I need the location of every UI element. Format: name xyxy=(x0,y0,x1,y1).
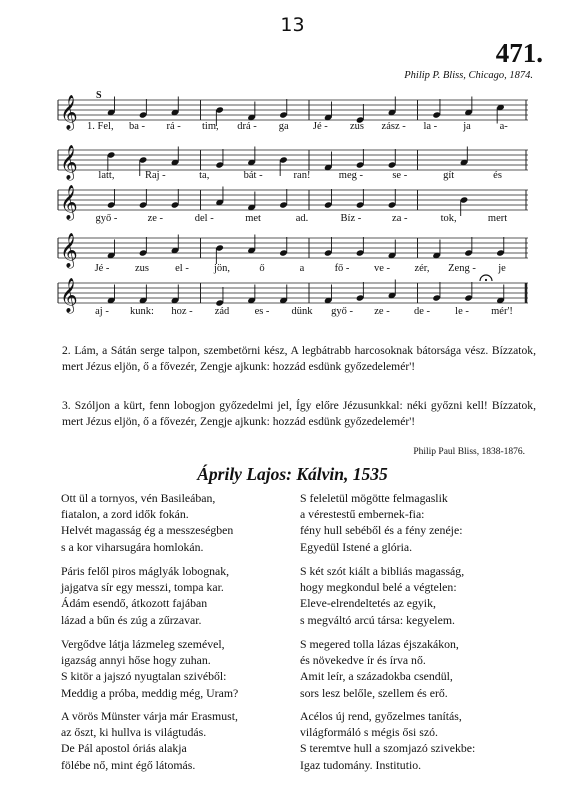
poem-line: Acélos új rend, győzelmes tanítás, xyxy=(300,709,462,723)
note-head xyxy=(464,237,473,257)
poem-line: S feleletül mögötte felmagaslik xyxy=(300,491,448,505)
poem-line: Amit leír, a századokba csendül, xyxy=(300,669,453,684)
lyric-syllable: ő xyxy=(259,263,265,274)
lyric-syllable: je xyxy=(498,263,506,274)
staff-lines xyxy=(58,150,528,170)
poem-line: az őszt, ki hullva is világtudás. xyxy=(61,725,207,740)
lyric-syllable: del - xyxy=(194,213,214,224)
hymn-number: 471. xyxy=(495,38,543,68)
lyric-syllable: Bíz - xyxy=(340,213,362,224)
poem-line: Páris felől piros máglyák lobognak, xyxy=(61,564,230,578)
note-head xyxy=(324,152,333,172)
lyric-syllable: Zeng - xyxy=(448,263,476,274)
note-head xyxy=(460,196,469,216)
note-head xyxy=(247,102,256,122)
staff-lines xyxy=(58,238,528,258)
note-head xyxy=(356,282,365,302)
note-head xyxy=(171,189,180,209)
poem-line: a vérestestű embernek-fia: xyxy=(300,507,425,522)
lyric-syllable: latt, xyxy=(98,170,115,181)
lyric-syllable: za - xyxy=(392,213,408,224)
note-head xyxy=(247,285,256,305)
note-head xyxy=(171,285,180,305)
note-head xyxy=(247,192,256,212)
poem-line: Igaz tudomány. Institutio. xyxy=(300,757,422,772)
poem-line: S kitör a jajszó nyugtalan szivéből: xyxy=(61,669,227,684)
poem-line: hogy megkondul belé a végtelen: xyxy=(300,580,457,595)
author-credit: Philip Paul Bliss, 1838-1876. xyxy=(413,447,525,457)
poem-line: fölébe nő, mint égő látomás. xyxy=(61,757,196,772)
lyric-syllable: dünk xyxy=(291,306,313,317)
left-stanza-3 xyxy=(61,636,238,701)
lyric-syllable: tim, xyxy=(202,121,219,132)
poem-line: Helvét magasság ég a messzeségben xyxy=(61,523,234,538)
note-head xyxy=(356,189,365,209)
music-staff-3 xyxy=(58,180,528,224)
poem-line: sors lesz belőle, szellem és erő. xyxy=(300,685,448,700)
note-head xyxy=(356,149,365,169)
lyric-syllable: meg - xyxy=(338,170,363,181)
treble-clef-icon: 𝄞 xyxy=(60,233,78,268)
treble-clef-icon: 𝄞 xyxy=(60,278,78,313)
left-stanza-4 xyxy=(61,708,238,773)
lyric-syllable: de - xyxy=(413,306,431,317)
lyric-syllable: mert xyxy=(487,213,508,224)
lyric-syllable: és xyxy=(493,170,502,181)
lyric-syllable: zus xyxy=(350,121,364,132)
lyric-syllable: le - xyxy=(455,306,469,317)
note-head xyxy=(215,287,224,307)
lyric-syllable: se - xyxy=(392,170,408,181)
lyric-syllable: drá - xyxy=(237,121,257,132)
poem-line: Ádám esendő, átkozott fajában xyxy=(61,596,208,611)
lyric-syllable: a xyxy=(299,263,305,274)
right-stanza-4 xyxy=(300,708,475,773)
note-head xyxy=(247,235,256,255)
poem-line: De Pál apostol óriás alakja xyxy=(61,741,187,756)
left-stanza-1 xyxy=(61,490,233,555)
staff-lines xyxy=(58,190,528,210)
poem-line: jajgatva sír egy messzi, tompa kar. xyxy=(61,580,224,595)
note-head xyxy=(107,151,116,171)
note-head xyxy=(460,147,469,167)
lyric-syllable: ga xyxy=(278,121,289,132)
poem-line: Eleve-elrendeltetés az egyik, xyxy=(300,596,436,611)
poem-line: S teremtve hull a szomjazó szivekbe: xyxy=(300,741,476,756)
lyric-syllable: es - xyxy=(254,306,270,317)
lyric-syllable: ze - xyxy=(374,306,390,317)
note-head xyxy=(496,237,505,257)
note-head xyxy=(279,189,288,209)
note-head xyxy=(388,189,397,209)
lyric-syllable: győ - xyxy=(331,306,353,317)
lyric-syllable: bát - xyxy=(243,170,263,181)
note-head xyxy=(464,282,473,302)
right-stanza-1 xyxy=(300,490,462,555)
lyric-syllable: met xyxy=(245,213,261,224)
lyric-syllable: zér, xyxy=(414,263,430,274)
lyric-syllable: Raj - xyxy=(144,170,166,181)
poem-line: s megváltó arcú társa: kegyelem. xyxy=(300,612,455,627)
lyric-syllable: ran! xyxy=(293,170,311,181)
note-head xyxy=(215,149,224,169)
fermata-icon xyxy=(480,275,492,281)
note-head xyxy=(464,97,473,117)
lyric-syllable: ba - xyxy=(128,121,146,132)
poem-line: fény hull sebéből és a fény zenéje: xyxy=(300,523,463,538)
note-head xyxy=(388,280,397,300)
lyric-syllable: ja xyxy=(463,121,471,132)
lyric-syllable: ta, xyxy=(199,170,210,181)
lyric-syllable: a- xyxy=(499,121,508,132)
lyric-syllable: 1. Fel, xyxy=(87,121,114,132)
lyric-syllable: kunk: xyxy=(130,306,154,317)
note-head xyxy=(247,147,256,167)
treble-clef-icon: 𝄞 xyxy=(60,95,78,130)
lyric-syllable: gít xyxy=(443,170,455,181)
note-head xyxy=(356,237,365,257)
right-stanza-3 xyxy=(300,636,459,701)
lyric-syllable: aj - xyxy=(95,306,109,317)
lyric-syllable: ad. xyxy=(295,213,309,224)
note-head xyxy=(432,240,441,260)
note-head xyxy=(279,285,288,305)
note-head xyxy=(171,147,180,167)
lyric-syllable: mér'! xyxy=(491,306,513,317)
page-number: 13 xyxy=(280,14,305,36)
poem-line: fiatalon, a zord idők fokán. xyxy=(61,507,189,522)
staff-lines xyxy=(58,100,528,120)
note-head xyxy=(388,97,397,117)
poem-line: és növekedve ír és írva nő. xyxy=(300,653,426,668)
poem-line: Ott ül a tornyos, vén Basileában, xyxy=(61,491,216,505)
poem-title: Áprily Lajos: Kálvin, 1535 xyxy=(197,464,388,484)
treble-clef-icon: 𝄞 xyxy=(60,185,78,220)
lyric-syllable: hoz - xyxy=(171,306,193,317)
left-stanza-2 xyxy=(61,563,229,628)
note-head xyxy=(107,285,116,305)
poem-line: Vergődve látja lázmeleg szemével, xyxy=(61,637,225,651)
note-head xyxy=(324,189,333,209)
poem-line: S megered tolla lázas éjszakákon, xyxy=(300,637,459,651)
lyric-syllable: tok, xyxy=(440,213,457,224)
verse-3: 3. Szóljon a kürt, fenn lobogjon győzedelmi jel, Így előre Jézusunkkal: néki győzni kell! Bízzatok, mert Jézus eljön, ő a fővezér, Zengje ajkunk: hozzád esdünk győzedelemér'! xyxy=(62,399,536,428)
note-head xyxy=(107,97,116,117)
lyric-syllable: ve - xyxy=(373,263,391,274)
note-head xyxy=(279,156,288,176)
note-head xyxy=(324,102,333,122)
note-head xyxy=(279,99,288,119)
note-head xyxy=(107,240,116,260)
lyric-syllable: rá - xyxy=(166,121,181,132)
poem-line: s a kor viharsugára homlokán. xyxy=(61,539,204,554)
note-head xyxy=(139,237,148,257)
poem-line: S két szót kiált a bibliás magasság, xyxy=(300,564,465,578)
poem-line: lázad a bűn és zúg a zűrzavar. xyxy=(61,612,202,627)
lyric-syllable: zus xyxy=(135,263,149,274)
note-head xyxy=(279,237,288,257)
poem-line: Egyedül Istené a glória. xyxy=(300,539,413,554)
lyric-syllable: Jé - xyxy=(94,263,110,274)
poem-line: A vörös Münster várja már Erasmust, xyxy=(61,709,238,723)
lyric-syllable: fő - xyxy=(334,263,350,274)
lyric-syllable: zász - xyxy=(381,121,406,132)
note-head xyxy=(215,244,224,264)
verse-2: 2. Lám, a Sátán serge talpon, szembetörni kész, A legbátrabb harcosoknak bátorsága vész. Bízzatok, mert Jézus eljön, ő a fővezér, Zengje ajkunk: hozzád esdünk győzedelemér'! xyxy=(62,344,536,373)
lyric-syllable: la - xyxy=(423,121,438,132)
lyric-syllable: zád xyxy=(214,306,230,317)
note-head xyxy=(139,285,148,305)
segno-mark: S xyxy=(96,90,102,101)
note-head xyxy=(107,189,116,209)
note-head xyxy=(432,99,441,119)
lyric-syllable: jön, xyxy=(213,263,231,274)
right-stanza-2 xyxy=(300,563,464,628)
poem-line: világformáló s mégis ősi szó. xyxy=(300,725,438,740)
lyric-syllable: győ - xyxy=(95,213,118,224)
poem-line: Meddig a próba, meddig még, Uram? xyxy=(61,685,239,700)
poem-line: igazság annyi hőse hogy zuhan. xyxy=(61,653,211,668)
note-head xyxy=(432,282,441,302)
staff-lines xyxy=(58,283,528,303)
note-head xyxy=(388,240,397,260)
note-head xyxy=(139,189,148,209)
lyric-syllable: Jé - xyxy=(312,121,328,132)
lyric-syllable: ze - xyxy=(147,213,164,224)
note-head xyxy=(139,99,148,119)
treble-clef-icon: 𝄞 xyxy=(60,145,78,180)
note-head xyxy=(215,187,224,207)
note-head xyxy=(171,97,180,117)
note-head xyxy=(171,235,180,255)
note-head xyxy=(388,149,397,169)
lyric-syllable: el - xyxy=(175,263,189,274)
note-head xyxy=(496,285,505,305)
note-head xyxy=(324,237,333,257)
composer-credit: Philip P. Bliss, Chicago, 1874. xyxy=(404,70,533,81)
note-head xyxy=(324,285,333,305)
